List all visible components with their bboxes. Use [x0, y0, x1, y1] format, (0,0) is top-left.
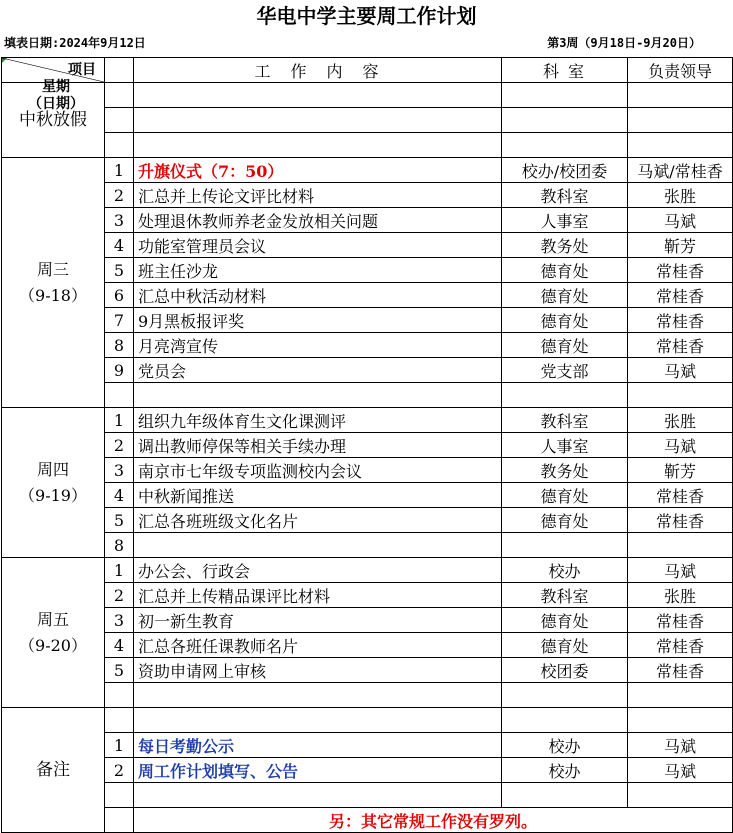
row-number: 4 — [105, 633, 134, 658]
table-row — [2, 708, 733, 733]
task-text: 汇总并上传精品课评比材料 — [134, 583, 502, 608]
table-row — [2, 208, 733, 233]
dept-text: 人事室 — [502, 208, 628, 233]
row-number: 6 — [105, 283, 134, 308]
leader-text: 常桂香 — [628, 633, 733, 658]
leader-text: 张胜 — [628, 583, 733, 608]
table-row — [2, 258, 733, 283]
table-row — [2, 458, 733, 483]
dept-text: 校办 — [502, 758, 628, 783]
task-text: 处理退休教师养老金发放相关问题 — [134, 208, 502, 233]
table-row — [2, 533, 733, 558]
row-number: 2 — [105, 583, 134, 608]
task-text: 9月黑板报评奖 — [134, 308, 502, 333]
row-number: 7 — [105, 308, 134, 333]
table-row — [2, 183, 733, 208]
task-text: 汇总各班班级文化名片 — [134, 508, 502, 533]
row-number: 8 — [105, 533, 134, 558]
table-row — [2, 733, 733, 758]
day-name: 周四 — [36, 459, 69, 479]
footer-row — [2, 808, 733, 833]
row-number: 5 — [105, 258, 134, 283]
dept-text: 校办 — [502, 733, 628, 758]
leader-text: 常桂香 — [628, 258, 733, 283]
row-number: 1 — [105, 558, 134, 583]
dept-text: 教科室 — [502, 583, 628, 608]
row-number: 2 — [105, 433, 134, 458]
table-row — [2, 333, 733, 358]
dept-text: 教务处 — [502, 458, 628, 483]
dept-text: 党支部 — [502, 358, 628, 383]
task-text: 月亮湾宣传 — [134, 333, 502, 358]
dept-text: 校办/校团委 — [502, 158, 628, 183]
dept-text: 教科室 — [502, 183, 628, 208]
table-row — [2, 158, 733, 183]
day-date: （9-19） — [19, 485, 87, 505]
day-name: 周三 — [36, 259, 69, 279]
dept-text: 德育处 — [502, 283, 628, 308]
week-label: 第3周（9月18日-9月20日） — [547, 36, 701, 50]
task-text: 中秋新闻推送 — [134, 483, 502, 508]
task-text: 党员会 — [134, 358, 502, 383]
leader-text: 常桂香 — [628, 658, 733, 683]
task-text: 汇总中秋活动材料 — [134, 283, 502, 308]
dept-text: 校团委 — [502, 658, 628, 683]
row-number: 3 — [105, 608, 134, 633]
leader-text: 常桂香 — [628, 308, 733, 333]
day-date: （9-18） — [19, 285, 87, 305]
table-row — [2, 633, 733, 658]
task-text: 组织九年级体育生文化课测评 — [134, 408, 502, 433]
table-row — [2, 783, 733, 808]
corner-weekday-label: 星期 — [42, 79, 70, 95]
leader-text: 常桂香 — [628, 333, 733, 358]
row-number: 4 — [105, 483, 134, 508]
leader-text: 常桂香 — [628, 608, 733, 633]
dept-text: 德育处 — [502, 258, 628, 283]
leader-text: 马斌 — [628, 433, 733, 458]
task-text: 每日考勤公示 — [134, 733, 502, 758]
page-title: 华电中学主要周工作计划 — [256, 4, 477, 28]
table-row — [2, 233, 733, 258]
dept-text: 教务处 — [502, 233, 628, 258]
header-num-cell — [105, 58, 134, 83]
footer-note: 另：其它常规工作没有罗列。 — [134, 808, 733, 833]
row-number: 8 — [105, 333, 134, 358]
table-row — [2, 608, 733, 633]
dept-text: 人事室 — [502, 433, 628, 458]
row-number: 1 — [105, 158, 134, 183]
leader-text: 马斌 — [628, 558, 733, 583]
dept-text: 德育处 — [502, 633, 628, 658]
dept-text: 德育处 — [502, 608, 628, 633]
table-row — [2, 658, 733, 683]
leader-text: 常桂香 — [628, 483, 733, 508]
row-number: 1 — [105, 733, 134, 758]
task-text: 办公会、行政会 — [134, 558, 502, 583]
table-row — [2, 108, 733, 133]
task-text: 初一新生教育 — [134, 608, 502, 633]
task-text: 资助申请网上审核 — [134, 658, 502, 683]
table-row — [2, 408, 733, 433]
day-cell-wed — [2, 158, 105, 408]
table-row — [2, 383, 733, 408]
task-text: 周工作计划填写、公告 — [134, 758, 502, 783]
leader-text: 靳芳 — [628, 458, 733, 483]
holiday-cell: 中秋放假 — [2, 83, 105, 158]
table-row — [2, 558, 733, 583]
leader-text: 马斌 — [628, 733, 733, 758]
schedule-table — [1, 57, 733, 833]
row-number: 4 — [105, 233, 134, 258]
row-number: 3 — [105, 208, 134, 233]
table-row — [2, 283, 733, 308]
row-number: 3 — [105, 458, 134, 483]
dept-text: 德育处 — [502, 308, 628, 333]
task-text: 调出教师停保等相关手续办理 — [134, 433, 502, 458]
table-row — [2, 508, 733, 533]
task-text: 功能室管理员会议 — [134, 233, 502, 258]
table-row — [2, 308, 733, 333]
dept-text: 教科室 — [502, 408, 628, 433]
corner-cell — [2, 58, 105, 112]
task-text: 汇总各班任课教师名片 — [134, 633, 502, 658]
leader-text: 马斌 — [628, 208, 733, 233]
dept-text: 校办 — [502, 558, 628, 583]
row-number: 5 — [105, 508, 134, 533]
task-text: 班主任沙龙 — [134, 258, 502, 283]
dept-text: 德育处 — [502, 508, 628, 533]
leader-text: 张胜 — [628, 183, 733, 208]
table-row — [2, 358, 733, 383]
leader-text: 常桂香 — [628, 508, 733, 533]
fill-date: 填表日期:2024年9月12日 — [4, 36, 146, 50]
row-number: 2 — [105, 758, 134, 783]
row-number: 5 — [105, 658, 134, 683]
day-date: （9-20） — [19, 635, 87, 655]
day-cell-thu — [2, 408, 105, 558]
corner-date-label: （日期） — [28, 96, 84, 112]
table-row — [2, 133, 733, 158]
row-number: 2 — [105, 183, 134, 208]
header-dept: 科 室 — [502, 58, 628, 83]
task-text: 升旗仪式（7：50） — [134, 158, 502, 183]
leader-text: 马斌/常桂香 — [628, 158, 733, 183]
leader-text: 常桂香 — [628, 283, 733, 308]
dept-text: 德育处 — [502, 483, 628, 508]
leader-text: 马斌 — [628, 758, 733, 783]
task-text: 南京市七年级专项监测校内会议 — [134, 458, 502, 483]
table-row — [2, 583, 733, 608]
table-row — [2, 83, 733, 108]
header-row — [2, 58, 733, 83]
table-row — [2, 758, 733, 783]
leader-text: 马斌 — [628, 358, 733, 383]
leader-text: 靳芳 — [628, 233, 733, 258]
corner-item-label: 项目 — [68, 62, 96, 78]
header-content: 工 作 内 容 — [134, 58, 502, 83]
task-text: 汇总并上传论文评比材料 — [134, 183, 502, 208]
day-name: 周五 — [36, 609, 69, 629]
leader-text: 张胜 — [628, 408, 733, 433]
day-cell-fri — [2, 558, 105, 708]
notes-cell: 备注 — [2, 708, 105, 833]
table-row — [2, 483, 733, 508]
row-number: 9 — [105, 358, 134, 383]
header-leader: 负责领导 — [628, 58, 733, 83]
row-number: 1 — [105, 408, 134, 433]
table-row — [2, 683, 733, 708]
dept-text: 德育处 — [502, 333, 628, 358]
table-row — [2, 433, 733, 458]
